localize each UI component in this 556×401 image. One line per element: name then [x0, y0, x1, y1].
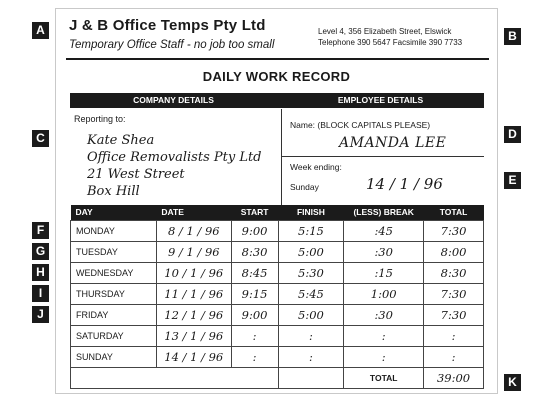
day-cell: FRIDAY: [71, 304, 157, 325]
grand-total-value[interactable]: 39:00: [424, 367, 484, 388]
break-cell[interactable]: :30: [344, 304, 424, 325]
table-header-row: [71, 205, 484, 220]
marker-e: E: [504, 172, 521, 189]
empty-cell: [231, 367, 278, 388]
date-cell[interactable]: 10 / 1 / 96: [156, 262, 231, 283]
finish-cell[interactable]: 5:30: [278, 262, 344, 283]
break-cell[interactable]: :: [344, 346, 424, 367]
marker-f: F: [32, 222, 49, 239]
company-details-heading: COMPANY DETAILS: [133, 95, 214, 105]
marker-a: A: [32, 22, 49, 39]
date-cell[interactable]: 8 / 1 / 96: [156, 220, 231, 241]
total-cell[interactable]: 8:30: [424, 262, 484, 283]
company-details: [70, 109, 282, 211]
start-cell[interactable]: 8:45: [231, 262, 278, 283]
employee-divider: [282, 156, 484, 157]
table-row: [71, 262, 484, 283]
date-cell[interactable]: 14 / 1 / 96: [156, 346, 231, 367]
table-row: [71, 220, 484, 241]
table-row: [71, 325, 484, 346]
reporting-to-label: Reporting to:: [74, 114, 126, 124]
employee-details-heading: EMPLOYEE DETAILS: [337, 95, 424, 105]
start-cell[interactable]: 8:30: [231, 241, 278, 262]
day-cell: TUESDAY: [71, 241, 157, 262]
company-name: J & B Office Temps Pty Ltd: [69, 17, 266, 34]
day-cell: MONDAY: [71, 220, 157, 241]
employee-name-field[interactable]: AMANDA LEE: [339, 135, 447, 151]
section-header-bar: [70, 93, 484, 108]
date-cell[interactable]: 9 / 1 / 96: [156, 241, 231, 262]
company-tagline: Temporary Office Staff - no job too small: [69, 39, 275, 51]
break-cell[interactable]: 1:00: [344, 283, 424, 304]
column-header-date: DATE: [156, 205, 231, 220]
finish-cell[interactable]: 5:00: [278, 304, 344, 325]
total-cell[interactable]: :: [424, 346, 484, 367]
column-header-total: TOTAL: [424, 205, 484, 220]
total-cell[interactable]: 7:30: [424, 220, 484, 241]
marker-c: C: [32, 130, 49, 147]
week-ending-label: Week ending:: [290, 162, 342, 172]
date-cell[interactable]: 11 / 1 / 96: [156, 283, 231, 304]
start-cell[interactable]: 9:15: [231, 283, 278, 304]
start-cell[interactable]: 9:00: [231, 304, 278, 325]
work-record-table: [70, 205, 484, 389]
total-cell[interactable]: :: [424, 325, 484, 346]
marker-b: B: [504, 28, 521, 45]
finish-cell[interactable]: :: [278, 346, 344, 367]
address-line-1: Level 4, 356 Elizabeth Street, Elswick: [318, 27, 452, 36]
marker-g: G: [32, 243, 49, 260]
day-cell: THURSDAY: [71, 283, 157, 304]
daily-work-record-form: [55, 8, 498, 394]
employee-details: [282, 109, 484, 211]
reporting-suburb[interactable]: Box Hill: [87, 184, 140, 199]
finish-cell[interactable]: 5:15: [278, 220, 344, 241]
empty-cell: [156, 367, 231, 388]
finish-cell[interactable]: 5:45: [278, 283, 344, 304]
finish-cell[interactable]: 5:00: [278, 241, 344, 262]
total-cell[interactable]: 7:30: [424, 304, 484, 325]
break-cell[interactable]: :: [344, 325, 424, 346]
day-cell: WEDNESDAY: [71, 262, 157, 283]
day-cell: SATURDAY: [71, 325, 157, 346]
finish-cell[interactable]: :: [278, 325, 344, 346]
sunday-label: Sunday: [290, 182, 319, 192]
marker-k: K: [504, 374, 521, 391]
total-cell[interactable]: 7:30: [424, 283, 484, 304]
table-row: [71, 241, 484, 262]
week-ending-date-field[interactable]: 14 / 1 / 96: [366, 175, 443, 193]
column-header-break: (LESS) BREAK: [344, 205, 424, 220]
date-cell[interactable]: 12 / 1 / 96: [156, 304, 231, 325]
column-header-start: START: [231, 205, 278, 220]
employee-name-label: Name: (BLOCK CAPITALS PLEASE): [290, 120, 431, 130]
grand-total-label: TOTAL: [344, 367, 424, 388]
empty-cell: [71, 367, 157, 388]
company-address: [318, 26, 462, 48]
date-cell[interactable]: 13 / 1 / 96: [156, 325, 231, 346]
empty-cell: [278, 367, 344, 388]
start-cell[interactable]: :: [231, 325, 278, 346]
start-cell[interactable]: 9:00: [231, 220, 278, 241]
total-cell[interactable]: 8:00: [424, 241, 484, 262]
column-header-finish: FINISH: [278, 205, 344, 220]
table-row: [71, 283, 484, 304]
marker-j: J: [32, 306, 49, 323]
table-row: [71, 346, 484, 367]
break-cell[interactable]: :45: [344, 220, 424, 241]
start-cell[interactable]: :: [231, 346, 278, 367]
address-line-2: Telephone 390 5647 Facsimile 390 7733: [318, 38, 463, 47]
column-header-day: DAY: [71, 205, 157, 220]
break-cell[interactable]: :30: [344, 241, 424, 262]
marker-h: H: [32, 264, 49, 281]
table-row: [71, 304, 484, 325]
break-cell[interactable]: :15: [344, 262, 424, 283]
reporting-company[interactable]: Office Removalists Pty Ltd: [87, 150, 262, 165]
form-title: DAILY WORK RECORD: [202, 69, 351, 84]
marker-d: D: [504, 126, 521, 143]
day-cell: SUNDAY: [71, 346, 157, 367]
header-divider: [66, 58, 489, 60]
reporting-contact[interactable]: Kate Shea: [87, 133, 155, 148]
marker-i: I: [32, 285, 49, 302]
reporting-street[interactable]: 21 West Street: [87, 167, 185, 182]
table-total-row: [71, 367, 484, 388]
